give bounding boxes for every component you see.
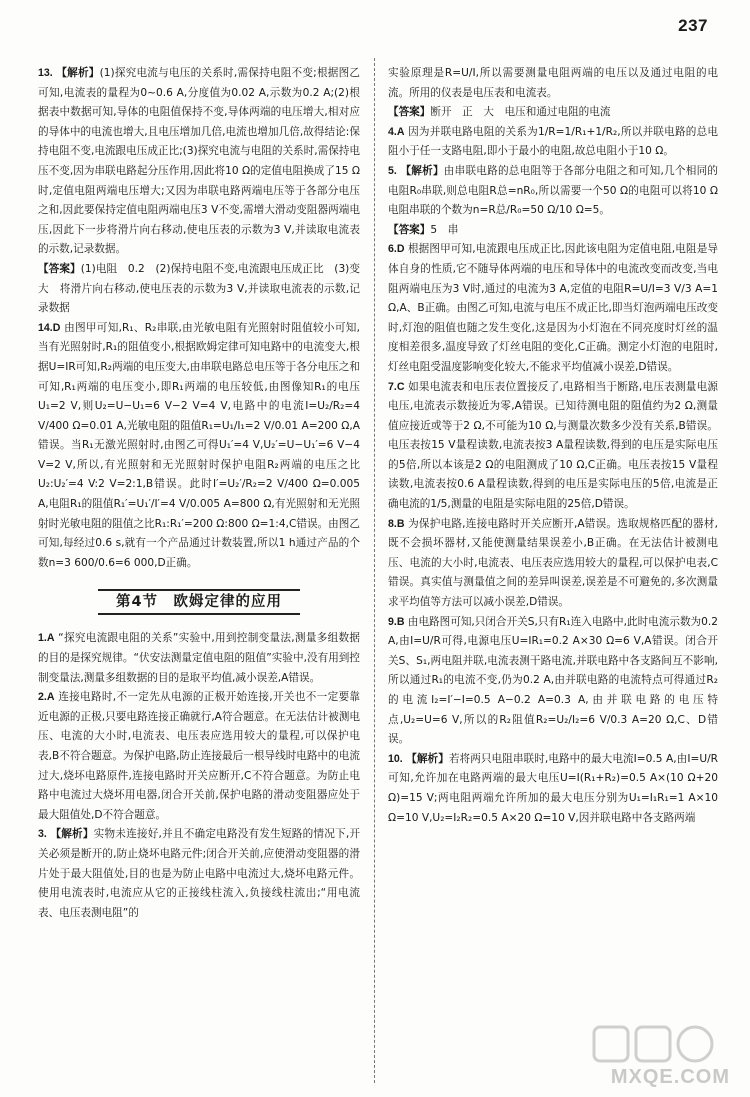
answer-item: [38, 825, 360, 923]
item-number: 10.: [388, 752, 403, 765]
item-number: 4.A: [388, 125, 405, 138]
item-number: 1.A: [38, 632, 55, 645]
item-text: 根据图甲可知,电流跟电压成正比,因此该电阻为定值电阻,电阻是导体自身的性质,它不随导体两端的电压和导体中的电流改变而改变,当电阻两端电压为3 V时,通过的电流为3 A,定值的电阻R=U/I=3 V/3 A=1 Ω,A、B正确。由图乙可知,电流与电压不成正比,即当灯泡两端电压改变时,灯泡的阻值也随之发生变化,这是因为小灯泡在不同亮度时灯丝的温度相差很多,温度导致了灯丝电阻的变化,C正确。测定小灯泡的电阻时,灯丝电阻受温度影响变化较大,不能求平均值减小误差,D错误。: [388, 243, 718, 373]
item-number: 7.C: [388, 380, 405, 393]
item-text: 实验原理是R=U/I,所以需要测量电阻两端的电压以及通过电阻的电流。所用的仪表是电压表和电流表。: [388, 67, 718, 99]
right-column: [388, 64, 718, 828]
item-text: 由图甲可知,R₁、R₂串联,由光敏电阻有光照射时阻值较小可知,当有光照射时,R₁的阻值变小,根据欧姆定律可知电路中的电流变大,根据U=IR可知,R₂两端的电压变大,由串联电路总电压等于各分电压之和可知,R₁两端的电压变小,即R₁两端的电压较低,由图像知R₁的电压U₁=2 V,则U₂=U−U₁=6 V−2 V=4 V,电路中的电流I=U₂/R₂=4 V/400 Ω=0.01 A,光敏电阻的阻值R₁=U₁/I₁=2 V/0.01 A=200 Ω,A错误。当R₁无激光照射时,由图乙可得U₁′=4 V,U₂′=U−U₁′=6 V−4 V=2 V,所以,有光照射和无光照射时保护电阻R₂两端的电压之比U₂:U₂′=4 V:2 V=2:1,B错误。此时I′=U₂′/R₂=2 V/400 Ω=0.005 A,电阻R₁的阻值R₁′=U₁′/I′=4 V/0.005 A=800 Ω,有光照射和无光照射时光敏电阻的阻值之比R₁:R₁′=200 Ω:800 Ω=1:4,C错误。由图乙可知,每经过0.6 s,就有一个产品通过计数装置,所以1 h通过产品的个数n=3 600/0.6=6 000,D正确。: [38, 321, 360, 569]
answer-item: [388, 613, 718, 750]
answer-item: [388, 750, 718, 828]
answer-item: [388, 240, 718, 377]
section-heading: [38, 589, 360, 615]
item-text: 由电路图可知,只闭合开关S,只有R₁连入电路中,此时电流示数为0.2 A,由I=U/R可得,电源电压U=IR₁=0.2 A×30 Ω=6 V,A错误。闭合开关S、S₁,两电阻并联,电流表测干路电流,并联电路中各支路间互不影响,所以通过R₁的电流不变,仍为0.2 A,由并联电路的电流特点可得通过R₂的电流I₂=I′−I=0.5 A−0.2 A=0.3 A,由并联电路的电压特点,U₂=U=6 V,所以的R₂阻值R₂=U₂/I₂=6 V/0.3 A=20 Ω,C、D错误。: [388, 615, 718, 746]
item-tag: 【解析】: [50, 828, 94, 841]
item-tag: 【答案】: [388, 106, 431, 119]
item-text: 连接电路时,不一定先从电源的正极开始连接,开关也不一定要靠近电源的正极,只要电路连接正确就行,A符合题意。在无法估计被测电压、电流的大小时,电流表、电压表应选用较大的量程,可以保护电表,B不符合题意。为保护电路,防止连接最后一根导线时电路中的电流过大,烧坏电路原件,连接电路时开关应断开,C不符合题意。为防止电路中电流过大烧坏用电器,闭合开关前,保护电路的滑动变阻器应处于最大阻值处,D不符合题意。: [38, 691, 361, 821]
answer-line: [388, 64, 718, 103]
answer-item: [388, 378, 718, 515]
answer-line: [388, 103, 718, 123]
item-number: 5.: [388, 164, 397, 177]
item-number: 14.D: [38, 321, 61, 334]
item-tag: 【答案】: [38, 262, 81, 275]
watermark-text: MXQE.COM: [610, 1066, 730, 1088]
page-number: 237: [678, 16, 708, 35]
item-text: 因为并联电路电阻的关系为1/R=1/R₁+1/R₂,所以并联电路的总电阻小于任一支路电阻,即小于最小的电阻,故总电阻小于10 Ω。: [388, 125, 719, 158]
item-number: 2.A: [38, 691, 55, 704]
item-text: (1)电阻 0.2 (2)保持电阻不变,电流跟电压成正比 (3)变大 将滑片向右移动,使电压表的示数为3 V,并读取电流表的示数,记录数据: [38, 262, 360, 315]
answer-item: [388, 515, 718, 613]
answer-item: [38, 688, 360, 825]
item-text: 实物未连接好,并且不确定电路没有发生短路的情况下,开关必须是断开的,防止烧坏电路元件;闭合开关前,应使滑动变阻器的滑片处于最大阻值处,目的也是为防止电路中电流过大,烧坏电路元件。使用电流表时,电流应从它的正接线柱流入,负接线柱流出;“用电流表、电压表测电阻”的: [38, 828, 361, 919]
item-number: 3.: [38, 828, 47, 841]
item-text: 5 串: [430, 223, 459, 236]
item-number: 13.: [38, 67, 53, 79]
section-heading-text: 第4节 欧姆定律的应用: [98, 589, 300, 615]
item-number: 8.B: [388, 517, 405, 530]
answer-item: [388, 123, 718, 162]
left-column: [38, 64, 360, 923]
item-number: 6.D: [388, 243, 405, 256]
item-text: 为保护电路,连接电路时开关应断开,A错误。选取规格匹配的器材,既不会损坏器材,又能使测量结果误差小,B正确。在无法估计被测电压、电流的大小时,电流表、电压表应选用较大的量程,可以保护电表,C错误。真实值与测量值之间的差异叫误差,误差是不可避免的,多次测量求平均值等方法可以减小误差,D错误。: [388, 517, 718, 609]
item-text: 由串联电路的总电阻等于各部分电阻之和可知,几个相同的电阻R₀串联,则总电阻R总=nR₀,所以需要一个50 Ω的电阻可以将10 Ω电阻串联的个数为n=R总/R₀=50 Ω/10 Ω=5。: [388, 164, 718, 217]
item-tag: 【解析】: [406, 752, 449, 765]
item-tag: 【解析】: [56, 67, 100, 79]
item-text: 断开 正 大 电压和通过电阻的电流: [430, 106, 611, 119]
item-tag: 【解析】: [400, 164, 444, 177]
item-number: 9.B: [388, 615, 405, 628]
answer-line: [38, 260, 360, 319]
column-divider: [374, 58, 375, 1083]
answer-item: [38, 64, 360, 260]
answer-line: [388, 221, 718, 241]
item-text: “探究电流跟电阻的关系”实验中,用到控制变量法,测量多组数据的目的是探究规律。“伏安法测量定值电阻的阻值”实验中,没有用到控制变量法,测量多组数据的目的是取平均值,减小误差,A错误。: [38, 632, 360, 684]
item-text: 若将两只电阻串联时,电路中的最大电流I=0.5 A,由I=U/R可知,允许加在电路两端的最大电压U=I(R₁+R₂)=0.5 A×(10 Ω+20 Ω)=15 V;两电阻两端允许所加的最大电压分别为U₁=I₁R₁=1 A×10 Ω=10 V,U₂=I₂R₂=0.5 A×20 Ω=10 V,因并联电路中各支路两端: [388, 752, 719, 824]
answer-item: [38, 319, 360, 574]
item-text: (1)探究电流与电压的关系时,需保持电阻不变;根据图乙可知,电流表的量程为0~0.6 A,分度值为0.02 A,示数为0.2 A;(2)根据表中数据可知,导体的电阻值保持不变,导体两端的电压增大,相对应的导体中的电流也增大,且电压增加几倍,电流也增加几倍,故得结论:保持电阻不变,电流跟电压成正比;(3)探究电流与电阻的关系时,需保持电压不变,因为串联电路起分压作用,因此将10 Ω的定值电阻换成了15 Ω时,定值电阻两端电压增大;又因为串联电路两端电压等于各部分电压之和,因此要保持定值电阻两端电压3 V不变,需增大滑动变阻器两端电压,因此下一步将滑片向右移动,使电压表的示数为3 V,并读取电流表的示数,记录数据。: [38, 67, 360, 256]
item-tag: 【答案】: [388, 223, 431, 236]
answer-item: [38, 629, 360, 688]
answer-item: [388, 162, 718, 221]
item-text: 如果电流表和电压表位置接反了,电路相当于断路,电压表测量电源电压,电流表示数接近为零,A错误。已知待测电阻的阻值约为2 Ω,测量值应接近或等于2 Ω,不可能为10 Ω,与测量次数多少没有关系,B错误。电压表按15 V量程读数,电流表按3 A量程读数,得到的电压是实际电压的5倍,所以本该是2 Ω的电阻测成了10 Ω,C正确。电压表按15 V量程读数,电流表按0.6 A量程读数,得到的电压是实际电压的5倍,电流是正确电流的1/5,测量的电阻是实际电阻的25倍,D错误。: [388, 380, 718, 511]
